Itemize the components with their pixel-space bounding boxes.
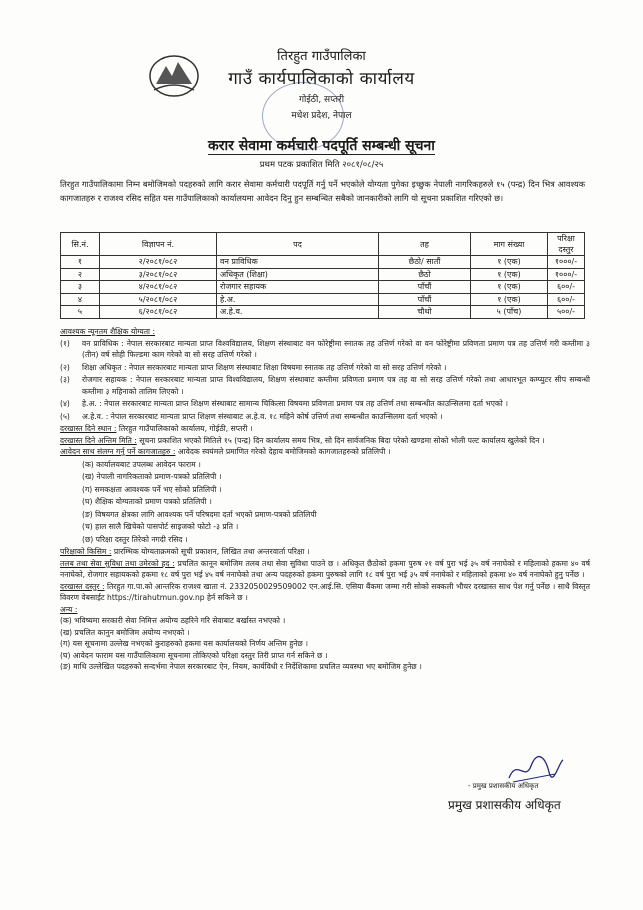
list-item: (घ) शैक्षिक योग्यताको प्रमाण पत्रको प्रतिलिपी ।: [82, 497, 212, 506]
salary-label: तलब तथा सेवा सुविधा तथा उमेरको हद :: [60, 558, 175, 568]
submission-place-label: दरखास्त दिने स्थान :: [60, 424, 117, 433]
table-header-row: [61, 233, 585, 256]
item-text: वन प्राविधिक : नेपाल सरकारबाट मान्यता प्राप्त विश्वविद्यालय, शिक्षण संस्थाबाट वन फोरेष्ट्रीमा स्नातक तह उत्तिर्ण गरेको वा वन फोरेष्ट्रीमा प्रविणता प्रमाण पत्र तह उत्तिर्ण गरी कम्तीमा ३ (तीन) वर्ष सोही फिल्डमा काम गरेको वा सो सरह उत्तिर्ण गरेको ।: [82, 338, 590, 359]
notice-body: [60, 326, 590, 673]
qualification-item: [60, 398, 590, 410]
notice-title: करार सेवामा कर्मचारी पदपूर्ति सम्बन्धी सूचना: [208, 138, 435, 154]
table-row: [61, 281, 585, 294]
table-cell: १: [61, 256, 100, 269]
item-text: हे.अ. : नेपाल सरकारबाट मान्यता प्राप्त शिक्षण संस्थाबाट सामान्य चिकित्सा विषयमा प्रविणता प्रमाण पत्र तह उत्तिर्ण तथा सम्बन्धीत काउन्सिलमा दर्ता भएको ।: [82, 399, 508, 408]
table-cell: ६००/-: [548, 293, 585, 306]
list-item: (ख) प्रचलित कानुन बमोजिम अयोग्य नभएको ।: [60, 627, 190, 637]
col-header: पद: [217, 233, 379, 256]
signature-scribble: [505, 752, 565, 786]
item-text: शिक्षा अधिकृत : नेपाल सरकारबाट मान्यता प्राप्त शिक्षण संस्थाबाट शिक्षा विषयमा स्नातक तह उत्तिर्ण गरेको वा सो सरह उत्तिर्ण गरेको ।: [82, 362, 447, 372]
others-heading: अन्य :: [60, 604, 78, 614]
table-cell: छैठो/ सातौं: [379, 256, 471, 269]
exam-type-text: प्रारम्भिक योग्यताक्रमको सूची प्रकाशन, लिखित तथा अन्तरवार्ता परिक्षा ।: [113, 547, 310, 556]
qualification-item: [60, 362, 590, 374]
table-cell: ३: [61, 281, 100, 294]
table-cell: १ (एक): [471, 293, 548, 306]
list-item: (ग) समकक्षता आवश्यक पर्ने भए सोको प्रतिलिपी ।: [82, 484, 222, 494]
exam-type-label: परिक्षाको किसिम :: [60, 547, 112, 556]
list-item: (ङ) विषयगत क्षेत्रका लागि आवश्यक पर्ने परिषदमा दर्ता भएको प्रमाण-पत्रको प्रतिलिपी: [82, 509, 317, 519]
submission-deadline-label: दरखास्त दिने अन्तिम मिति :: [60, 435, 137, 445]
exam-type: [60, 546, 590, 558]
office-address: गोईठी, सप्तरी: [298, 95, 345, 105]
table-cell: पाँचौं: [379, 293, 471, 306]
table-cell: १०००/-: [548, 268, 585, 281]
table-cell: ६००/-: [548, 281, 585, 294]
col-header: विज्ञापन नं.: [100, 233, 217, 256]
table-cell: चौथो: [379, 306, 471, 319]
list-item: (क) भविष्यमा सरकारी सेवा निमित्त अयोग्य ठहरिने गरि सेवाबाट बर्खास्त नभएको ।: [60, 616, 286, 625]
list-item: (ग) यस सूचनामा उल्लेख नभएको कुराहरुको हकमा यस कार्यालयको निर्णय अन्तिम हुनेछ ।: [60, 639, 309, 648]
fee-label: दरखास्त दस्तुर :: [60, 581, 105, 591]
table-cell: पाँचौं: [379, 281, 471, 294]
item-number: (३): [60, 375, 70, 384]
table-cell: ४/२०८१/०८२: [100, 281, 217, 294]
table-cell: ५: [61, 306, 100, 319]
vacancy-table: [60, 232, 585, 319]
table-cell: ५ (पाँच): [471, 306, 548, 319]
col-header: सि.नं.: [61, 233, 100, 256]
list-item: (ख) नेपाली नागरिकताको प्रमाण-पत्रको प्रतिलिपी ।: [82, 472, 222, 481]
signature-title: प्रमुख प्रशासकीय अधिकृत: [448, 798, 561, 812]
office-name: गाउँ कार्यपालिकाको कार्यालय: [228, 69, 415, 89]
org-name: तिरहुत गाउँपालिका: [277, 49, 366, 64]
table-cell: वन प्राविधिक: [217, 256, 379, 269]
qualification-item: [60, 411, 590, 423]
table-cell: २: [61, 268, 100, 281]
table-cell: ५००/-: [548, 306, 585, 319]
table-row: [61, 306, 585, 319]
table-cell: १०००/-: [548, 256, 585, 269]
documents-list: [60, 459, 590, 546]
table-cell: ४: [61, 293, 100, 306]
table-cell: ५/२०८१/०८२: [100, 293, 217, 306]
table-row: [61, 256, 585, 269]
submission-place: [60, 423, 590, 435]
table-cell: १ (एक): [471, 268, 548, 281]
item-number: (२): [60, 362, 70, 372]
col-header: माग संख्या: [471, 233, 548, 256]
table-cell: छैठो: [379, 268, 471, 281]
col-header: परिक्षा दस्तुर: [548, 233, 585, 256]
fee-text: तिरहुत गा.पा.को आन्तरिक राजश्व खाता नं. 2332050029509002 एन.आई.सि. एसिया बैंकमा जम्मा गरी सोको सक्कली भौचर दरखास्त साथ पेश गर्नु पर्नेछ । साथै विस्तृत विवरण वेबसाईट https://tirahutmun.gov.np हेर्न सकिने छ ।: [60, 581, 590, 602]
table-cell: ६/२०८१/०८२: [100, 306, 217, 319]
list-item: (क) कार्यालयबाट उपलब्ध आवेदन फाराम ।: [82, 459, 201, 469]
required-documents-text: आवेदक स्वयंमले प्रमाणित गरेको देहाय बमोजिमको कागजातहरुको प्रतिलिपी ।: [177, 447, 391, 456]
application-fee: [60, 581, 590, 604]
list-item: (च) हाल सालै खिचेको पासपोर्ट साइजको फोटो -३ प्रति ।: [82, 522, 239, 531]
table-cell: अधिकृत (शिक्षा): [217, 268, 379, 281]
table-row: [61, 268, 585, 281]
published-date: प्रथम पटक प्रकाशित मिति २०८१/०८/२५: [259, 160, 384, 170]
salary-and-age: [60, 558, 590, 581]
item-number: (५): [60, 411, 70, 421]
list-item: (घ) आवेदन फाराम यस गाउँपालिकामा सूचनामा तोकिएको परिक्षा दस्तुर तिरी प्राप्त गर्न सकिने छ ।: [60, 650, 328, 660]
province-name: मधेश प्रदेश, नेपाल: [291, 111, 352, 121]
table-cell: रोजगार सहायक: [217, 281, 379, 294]
submission-place-text: तिरहुत गाउँपालिकाको कार्यालय, गोईठी, सप्तरी ।: [118, 424, 253, 433]
table-cell: २/२०८१/०८२: [100, 256, 217, 269]
item-text: अ.हे.व. : नेपाल सरकारबाट मान्यता प्राप्त शिक्षण संस्थाबाट अ.हे.व. १८ महिने कोर्ष उत्तिर्ण तथा सम्बन्धीत काउन्सिलमा दर्ता भएको ।: [82, 411, 443, 421]
submission-deadline-text: सूचना प्रकाशित भएको मितिले १५ (पन्द्र) दिन कार्यालय समय भित्र, सो दिन सार्वजनिक बिदा परेको खण्डमा सोको भोली पल्ट कार्यालय खुलेको दिन ।: [139, 435, 545, 445]
required-documents: [60, 446, 590, 458]
qualification-item: [60, 338, 590, 361]
item-text: रोजगार सहायक : नेपाल सरकारबाट मान्यता प्राप्त विश्वविद्यालय, शिक्षण संस्थाबाट कम्तीमा प्रविणता प्रमाण पत्र तह वा सो सरह उत्तिर्ण गरेको तथा आधारभूत कम्प्युटर सीप सम्बन्धी कम्तीमा ३ महिनाको तालिम लिएको ।: [82, 375, 590, 396]
list-item: (ङ) माथि उल्लेखित पदहरुको सन्दर्भमा नेपाल सरकारबाट ऐन, नियम, कार्यविधी र निर्देशिकामा प्रचलित व्यवस्था भए बमोजिम हुनेछ ।: [60, 662, 422, 671]
col-header: तह: [379, 233, 471, 256]
salary-text: प्रचलित कानून बमोजिम तलब तथा सेवा सुविधा पाउने छ । अधिकृत छैठोको हकमा पुरुष २१ वर्ष पुरा भई ३५ वर्ष ननाघेको र महिलाको हकमा ४० वर्ष ननाघेको, रोजगार सहायकको हकमा १८ वर्ष पुरा भई ४५ वर्ष ननाघेको तथा अन्य पदहरुको हकमा पुरुषको लागि १८ वर्ष पुरा भई ३५ वर्ष ननाघेको र महिलाको हकमा ४० वर्ष ननाघेको हुनु पर्नेछ ।: [60, 558, 590, 579]
table-cell: १ (एक): [471, 281, 548, 294]
list-item: (छ) परिक्षा दस्तुर तिरेको नगदी रसिद ।: [82, 534, 188, 544]
table-cell: ३/२०८१/०८२: [100, 268, 217, 281]
table-row: [61, 293, 585, 306]
table-cell: हे.अ.: [217, 293, 379, 306]
item-number: (१): [60, 338, 70, 348]
qualification-item: [60, 374, 590, 397]
signature-caption: - प्रमुख प्रशासकीय अधिकृत: [468, 782, 539, 790]
intro-paragraph: तिरहुत गाउँपालिकामा निम्न बमोजिमको पदहरुको लागि करार सेवामा कर्मचारी पदपूर्ति गर्नु पर्ने भएकोले योग्यता पुगेका इच्छुक नेपाली नागरिकहरुले १५ (पन्द्र) दिन भित्र आवश्यक कागजातहरु र राजश्व रसिद सहित यस गाउँपालिकाको कार्यालयमा आवेदन दिनु हुन सम्बन्धित सबैको जानकारीको लागि यो सूचना प्रकाशित गरिएको छ।: [60, 179, 585, 203]
submission-deadline: [60, 435, 590, 447]
item-number: (४): [60, 399, 70, 408]
qualification-heading: आवश्यक न्यूनतम शैक्षिक योग्यता :: [60, 327, 155, 336]
required-documents-label: आवेदन साथ संलग्न गर्नु पर्ने कागजातहरु :: [60, 447, 176, 456]
table-cell: अ.हे.व.: [217, 306, 379, 319]
table-cell: १ (एक): [471, 256, 548, 269]
